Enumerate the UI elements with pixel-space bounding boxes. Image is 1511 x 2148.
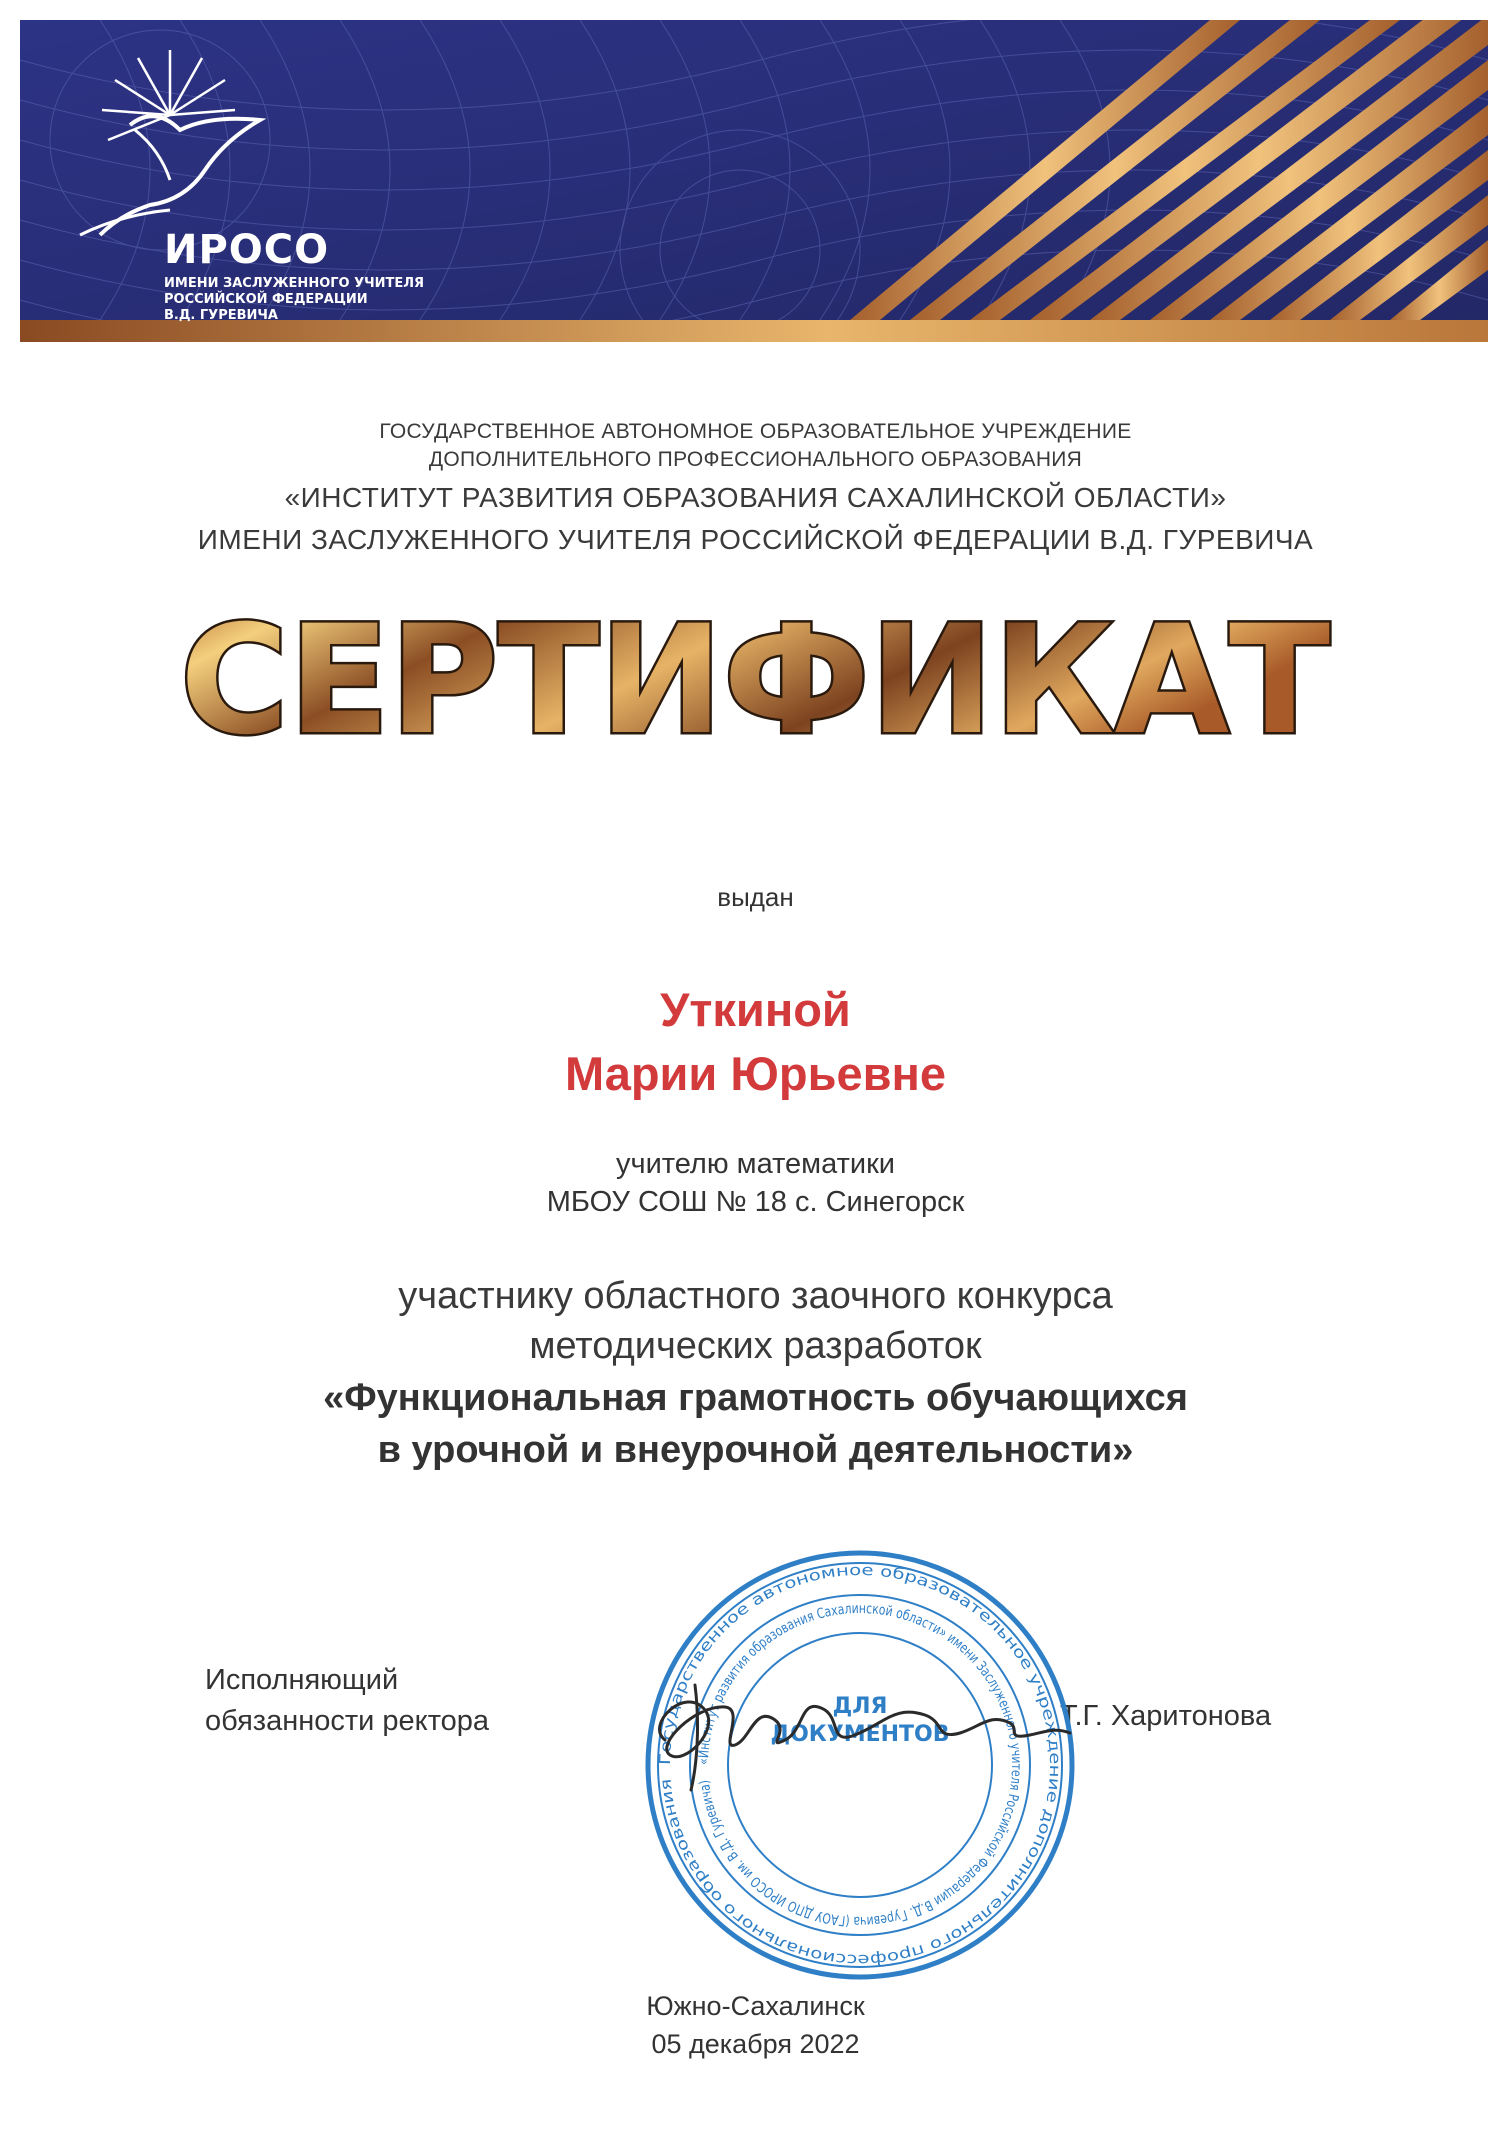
recipient-name: Марии Юрьевне	[564, 1047, 947, 1100]
issued-label: выдан	[717, 882, 794, 912]
official-stamp	[625, 1535, 1095, 1995]
signer-title-line1: Исполняющий	[205, 1664, 399, 1696]
position-line1: учителю математики	[616, 1148, 895, 1180]
logo-sub-line1: ИМЕНИ ЗАСЛУЖЕННОГО УЧИТЕЛЯ	[164, 276, 425, 291]
logo-sub-line2: РОССИЙСКОЙ ФЕДЕРАЦИИ	[164, 292, 368, 307]
signer-title-line2: обязанности ректора	[205, 1705, 490, 1737]
header-banner	[20, 20, 1488, 342]
org-line2: ДОПОЛНИТЕЛЬНОГО ПРОФЕССИОНАЛЬНОГО ОБРАЗОВАНИЯ	[428, 448, 1083, 471]
stamp-inner-text: «Институт развития образования Сахалинской области» имени Заслуженного учителя Российской Федерации В.Д. Гуревича (ГАОУ ДПО ИРОСО им. В.Д. Гуревича)	[695, 1600, 1025, 1930]
contest-line1: «Функциональная грамотность обучающихся	[323, 1377, 1188, 1419]
recipient-surname: Уткиной	[660, 983, 851, 1036]
org-line1: ГОСУДАРСТВЕННОЕ АВТОНОМНОЕ ОБРАЗОВАТЕЛЬНОЕ УЧРЕЖДЕНИЕ	[379, 420, 1132, 443]
city: Южно-Сахалинск	[646, 1991, 865, 2021]
org-line3: «ИНСТИТУТ РАЗВИТИЯ ОБРАЗОВАНИЯ САХАЛИНСКОЙ ОБЛАСТИ»	[284, 482, 1227, 513]
logo-text	[164, 228, 424, 324]
title-text: СЕРТИФИКАТ	[180, 600, 1330, 760]
signer-title	[205, 1660, 489, 1742]
position-line2: МБОУ СОШ № 18 с. Синегорск	[546, 1186, 965, 1218]
desc-line1: участнику областного заочного конкурса	[398, 1275, 1113, 1317]
stamp-center-line1: ДЛЯ	[832, 1694, 888, 1719]
stamp-outer-text: Государственное автономное образовательное учреждение дополнительного профессионального образования	[655, 1560, 1065, 1970]
date: 05 декабря 2022	[651, 2029, 860, 2059]
desc-line2: методических разработок	[529, 1325, 982, 1367]
signer-name: Т.Г. Харитонова	[1060, 1700, 1272, 1732]
org-line4: ИМЕНИ ЗАСЛУЖЕННОГО УЧИТЕЛЯ РОССИЙСКОЙ ФЕДЕРАЦИИ В.Д. ГУРЕВИЧА	[197, 524, 1314, 555]
logo-name: ИРОСО	[164, 227, 330, 273]
logo-sub-line3: В.Д. ГУРЕВИЧА	[164, 308, 278, 323]
contest-line2: в урочной и внеурочной деятельности»	[377, 1429, 1134, 1471]
certificate-title	[150, 600, 1361, 760]
stamp-center-line2: ДОКУМЕНТОВ	[770, 1722, 950, 1747]
